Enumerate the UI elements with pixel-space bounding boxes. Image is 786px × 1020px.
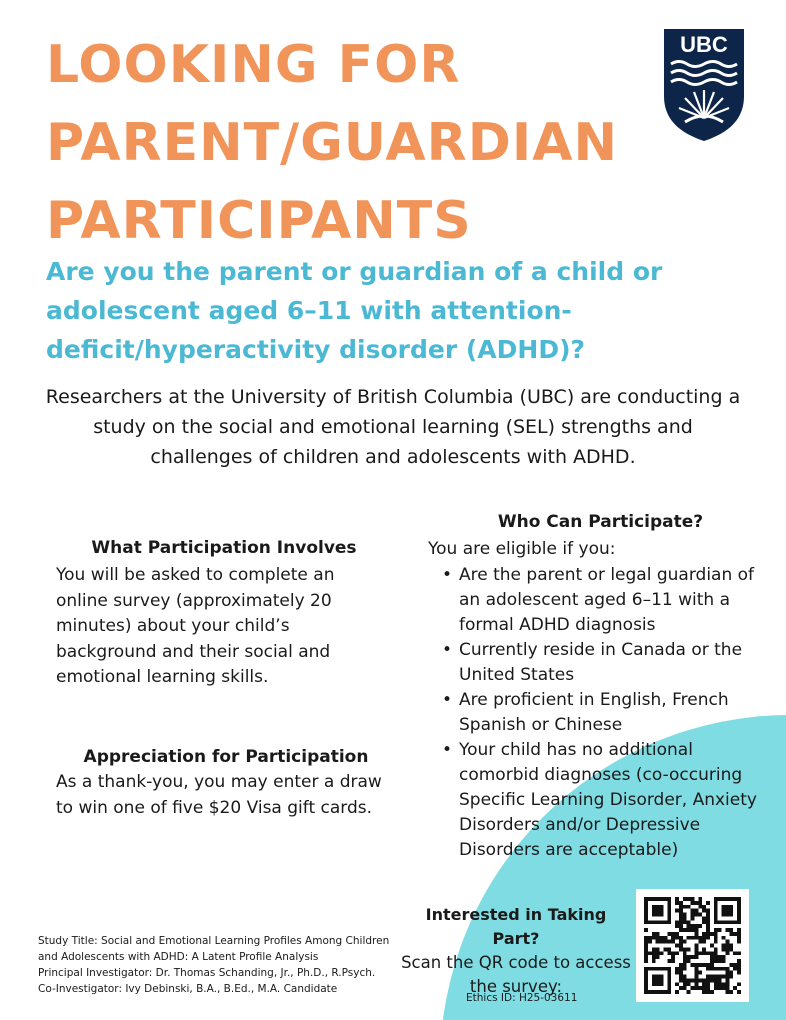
ubc-crest-icon [661,26,747,144]
logo-text: UBC [680,32,728,57]
section-appreciation [56,745,401,821]
section-heading: Who Can Participate? [497,512,704,532]
study-details [38,933,408,997]
title-line-2: PARENT/GUARDIAN [46,113,618,173]
study-title: Study Title: Social and Emotional Learning Profiles Among Children and Adolescents with ADHD: A Latent Profile Analysis [38,935,390,963]
bullet-icon: • [442,639,453,660]
list-item [428,563,773,638]
bullet-icon: • [442,689,453,710]
co-investigator: Co-Investigator: Ivy Debinski, B.A., B.Ed., M.A. Candidate [38,983,338,995]
bullet-icon: • [442,739,453,760]
cta-instructions: Scan the QR code to access the survey: [401,953,631,996]
title-line-3: PARTICIPANTS [46,191,472,251]
qr-code-icon[interactable] [636,889,749,1002]
bullet-icon: • [442,564,453,585]
section-heading: What Participation Involves [91,538,357,558]
call-to-action [400,903,632,999]
eligibility-list [428,563,773,863]
eligibility-lead: You are eligible if you: [428,539,616,559]
principal-investigator: Principal Investigator: Dr. Thomas Schanding, Jr., Ph.D., R.Psych. [38,967,376,979]
list-item-text: Your child has no additional comorbid diagnoses (co-occuring Specific Learning Disorder, Anxiety Disorders and/or Depressive Disorders are acceptable) [459,739,757,860]
list-item [428,638,773,688]
cta-heading: Interested in Taking Part? [425,905,607,948]
intro-paragraph: Researchers at the University of British Columbia (UBC) are conducting a study on the social and emotional learning (SEL) strengths and challenges of children and adolescents with ADHD. [45,386,741,468]
list-item [428,738,773,863]
qr-code-graphic [644,897,741,994]
section-who-can-participate [428,510,773,863]
ethics-id: Ethics ID: H25-03611 [466,992,578,1004]
list-item-text: Are proficient in English, French Spanish or Chinese [459,689,729,735]
section-participation-involves [56,536,386,691]
list-item-text: Currently reside in Canada or the United States [459,639,743,685]
list-item-text: Are the parent or legal guardian of an adolescent aged 6–11 with a formal ADHD diagnosis [459,564,755,635]
list-item [428,688,773,738]
eligibility-question: Are you the parent or guardian of a child or adolescent aged 6–11 with attention-deficit/hyperactivity disorder (ADHD)? [46,257,663,364]
section-body: You will be asked to complete an online survey (approximately 20 minutes) about your child’s background and their social and emotional learning skills. [56,565,335,687]
page-title [46,26,646,260]
title-line-1: LOOKING FOR [46,35,461,95]
section-heading: Appreciation for Participation [83,747,369,767]
section-body: As a thank-you, you may enter a draw to win one of five $20 Visa gift cards. [56,772,382,818]
